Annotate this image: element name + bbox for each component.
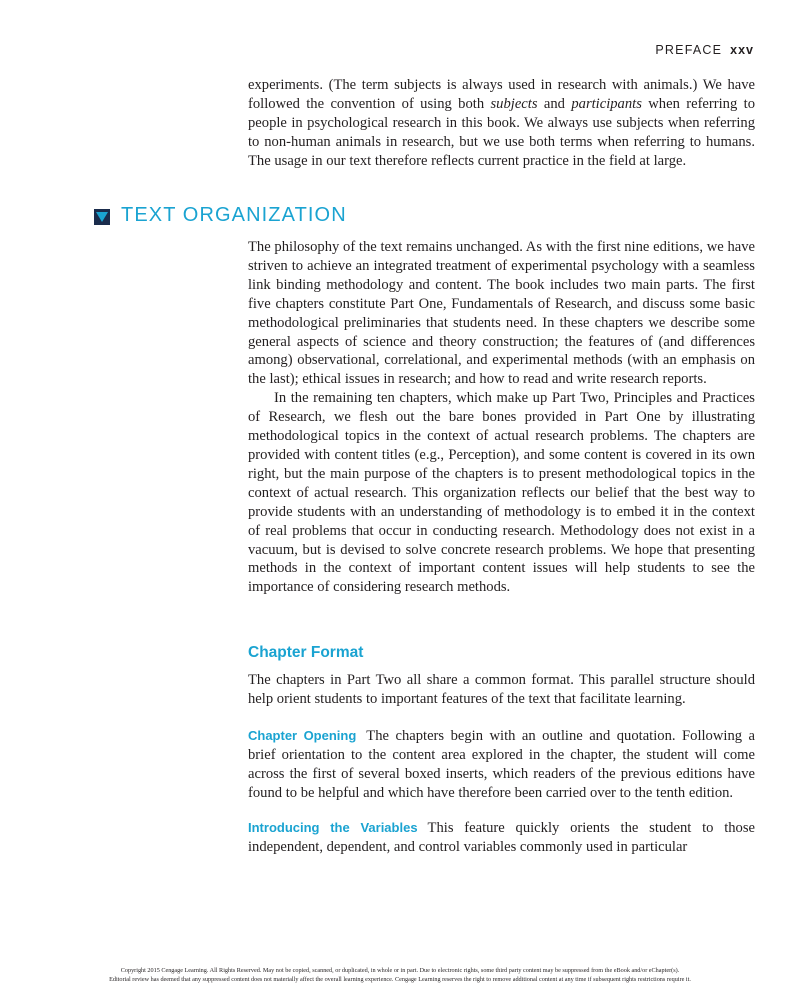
text-organization-block xyxy=(248,238,755,597)
chapter-opening-text: The chapters begin with an outline and quotation. Following a brief orientation to the content area explored in the chapter, the student will come across the first of several boxed inserts, which readers of the previous editions have found to be helpful and which have therefore been carried over to the tenth edition. xyxy=(248,727,755,801)
intro-text-b: and xyxy=(537,95,572,112)
section-heading xyxy=(94,204,347,227)
introducing-variables-text: This feature quickly orients the student to those independent, dependent, and control variables commonly used in particular xyxy=(248,820,755,856)
organization-paragraph-1: The philosophy of the text remains unchanged. As with the first nine editions, we have striven to achieve an integrated treatment of experimental psychology with a seamless link binding methodology and content. The book includes two main parts. The first five chapters constitute Part One, Fundamentals of Research, and discuss some basic methodological preliminaries that students need. In these chapters we describe some general aspects of science and theory construction; the features of (and differences among) observational, correlational, and experimental methods (with an emphasis on the last); ethical issues in research; and how to read and write research reports. xyxy=(248,239,755,388)
running-head-label: PREFACE xyxy=(655,43,723,57)
intro-emphasis-subjects: subjects xyxy=(490,95,538,112)
running-head xyxy=(655,43,754,57)
intro-emphasis-participants: participants xyxy=(571,95,642,112)
chapter-opening-label: Chapter Opening xyxy=(248,727,357,743)
intro-block xyxy=(248,76,755,171)
intro-text-a: experiments. (The term subjects is always used in research with animals.) We have followed the convention of using both xyxy=(248,77,755,112)
copyright-notice xyxy=(0,966,800,984)
introducing-variables-paragraph xyxy=(248,819,755,857)
chapter-format-heading: Chapter Format xyxy=(248,644,364,661)
chapter-opening-paragraph xyxy=(248,727,755,803)
intro-text-c: when referring to people in psychological research in this book. We always use subjects when referring to non-human animals in research, but we use both terms when referring to humans. The usage in our text therefore reflects current practice in the field at large. xyxy=(248,95,756,169)
chapter-format-paragraph: The chapters in Part Two all share a common format. This parallel structure should help orient students to important features of the text that facilitate learning. xyxy=(248,672,755,707)
copyright-line-1: Copyright 2015 Cengage Learning. All Rights Reserved. May not be copied, scanned, or duplicated, in whole or in part. Due to electronic rights, some third party content may be suppressed from the eBook and/or eChapter(s). xyxy=(120,967,680,974)
copyright-line-2: Editorial review has deemed that any suppressed content does not materially affect the overall learning experience. Cengage Learning reserves the right to remove additional content at any time if subsequent rights restrictions require it. xyxy=(109,976,691,983)
page-number: xxv xyxy=(730,43,754,57)
introducing-variables-label: Introducing the Variables xyxy=(248,820,418,836)
organization-paragraph-2: In the remaining ten chapters, which make up Part Two, Principles and Practices of Research, we flesh out the bare bones provided in Part One by illustrating methodological topics in the context of actual research problems. The chapters are provided with content titles (e.g., Perception), and some content is covered in its own right, but the main purpose of the chapters is to present methodological topics in the context of actual research. This organization reflects our belief that the best way to provide students with an understanding of methodology is to embed it in the context of real problems that occur in conducting research. Methodology does not exist in a vacuum, but is devised to solve concrete research problems. We hope that presenting methods in the context of important content issues will help students to see the importance of considering research methods. xyxy=(248,390,755,596)
section-title: TEXT ORGANIZATION xyxy=(121,204,347,226)
chapter-format-block xyxy=(248,644,755,857)
intro-paragraph xyxy=(248,76,755,171)
triangle-down-icon xyxy=(94,209,110,225)
